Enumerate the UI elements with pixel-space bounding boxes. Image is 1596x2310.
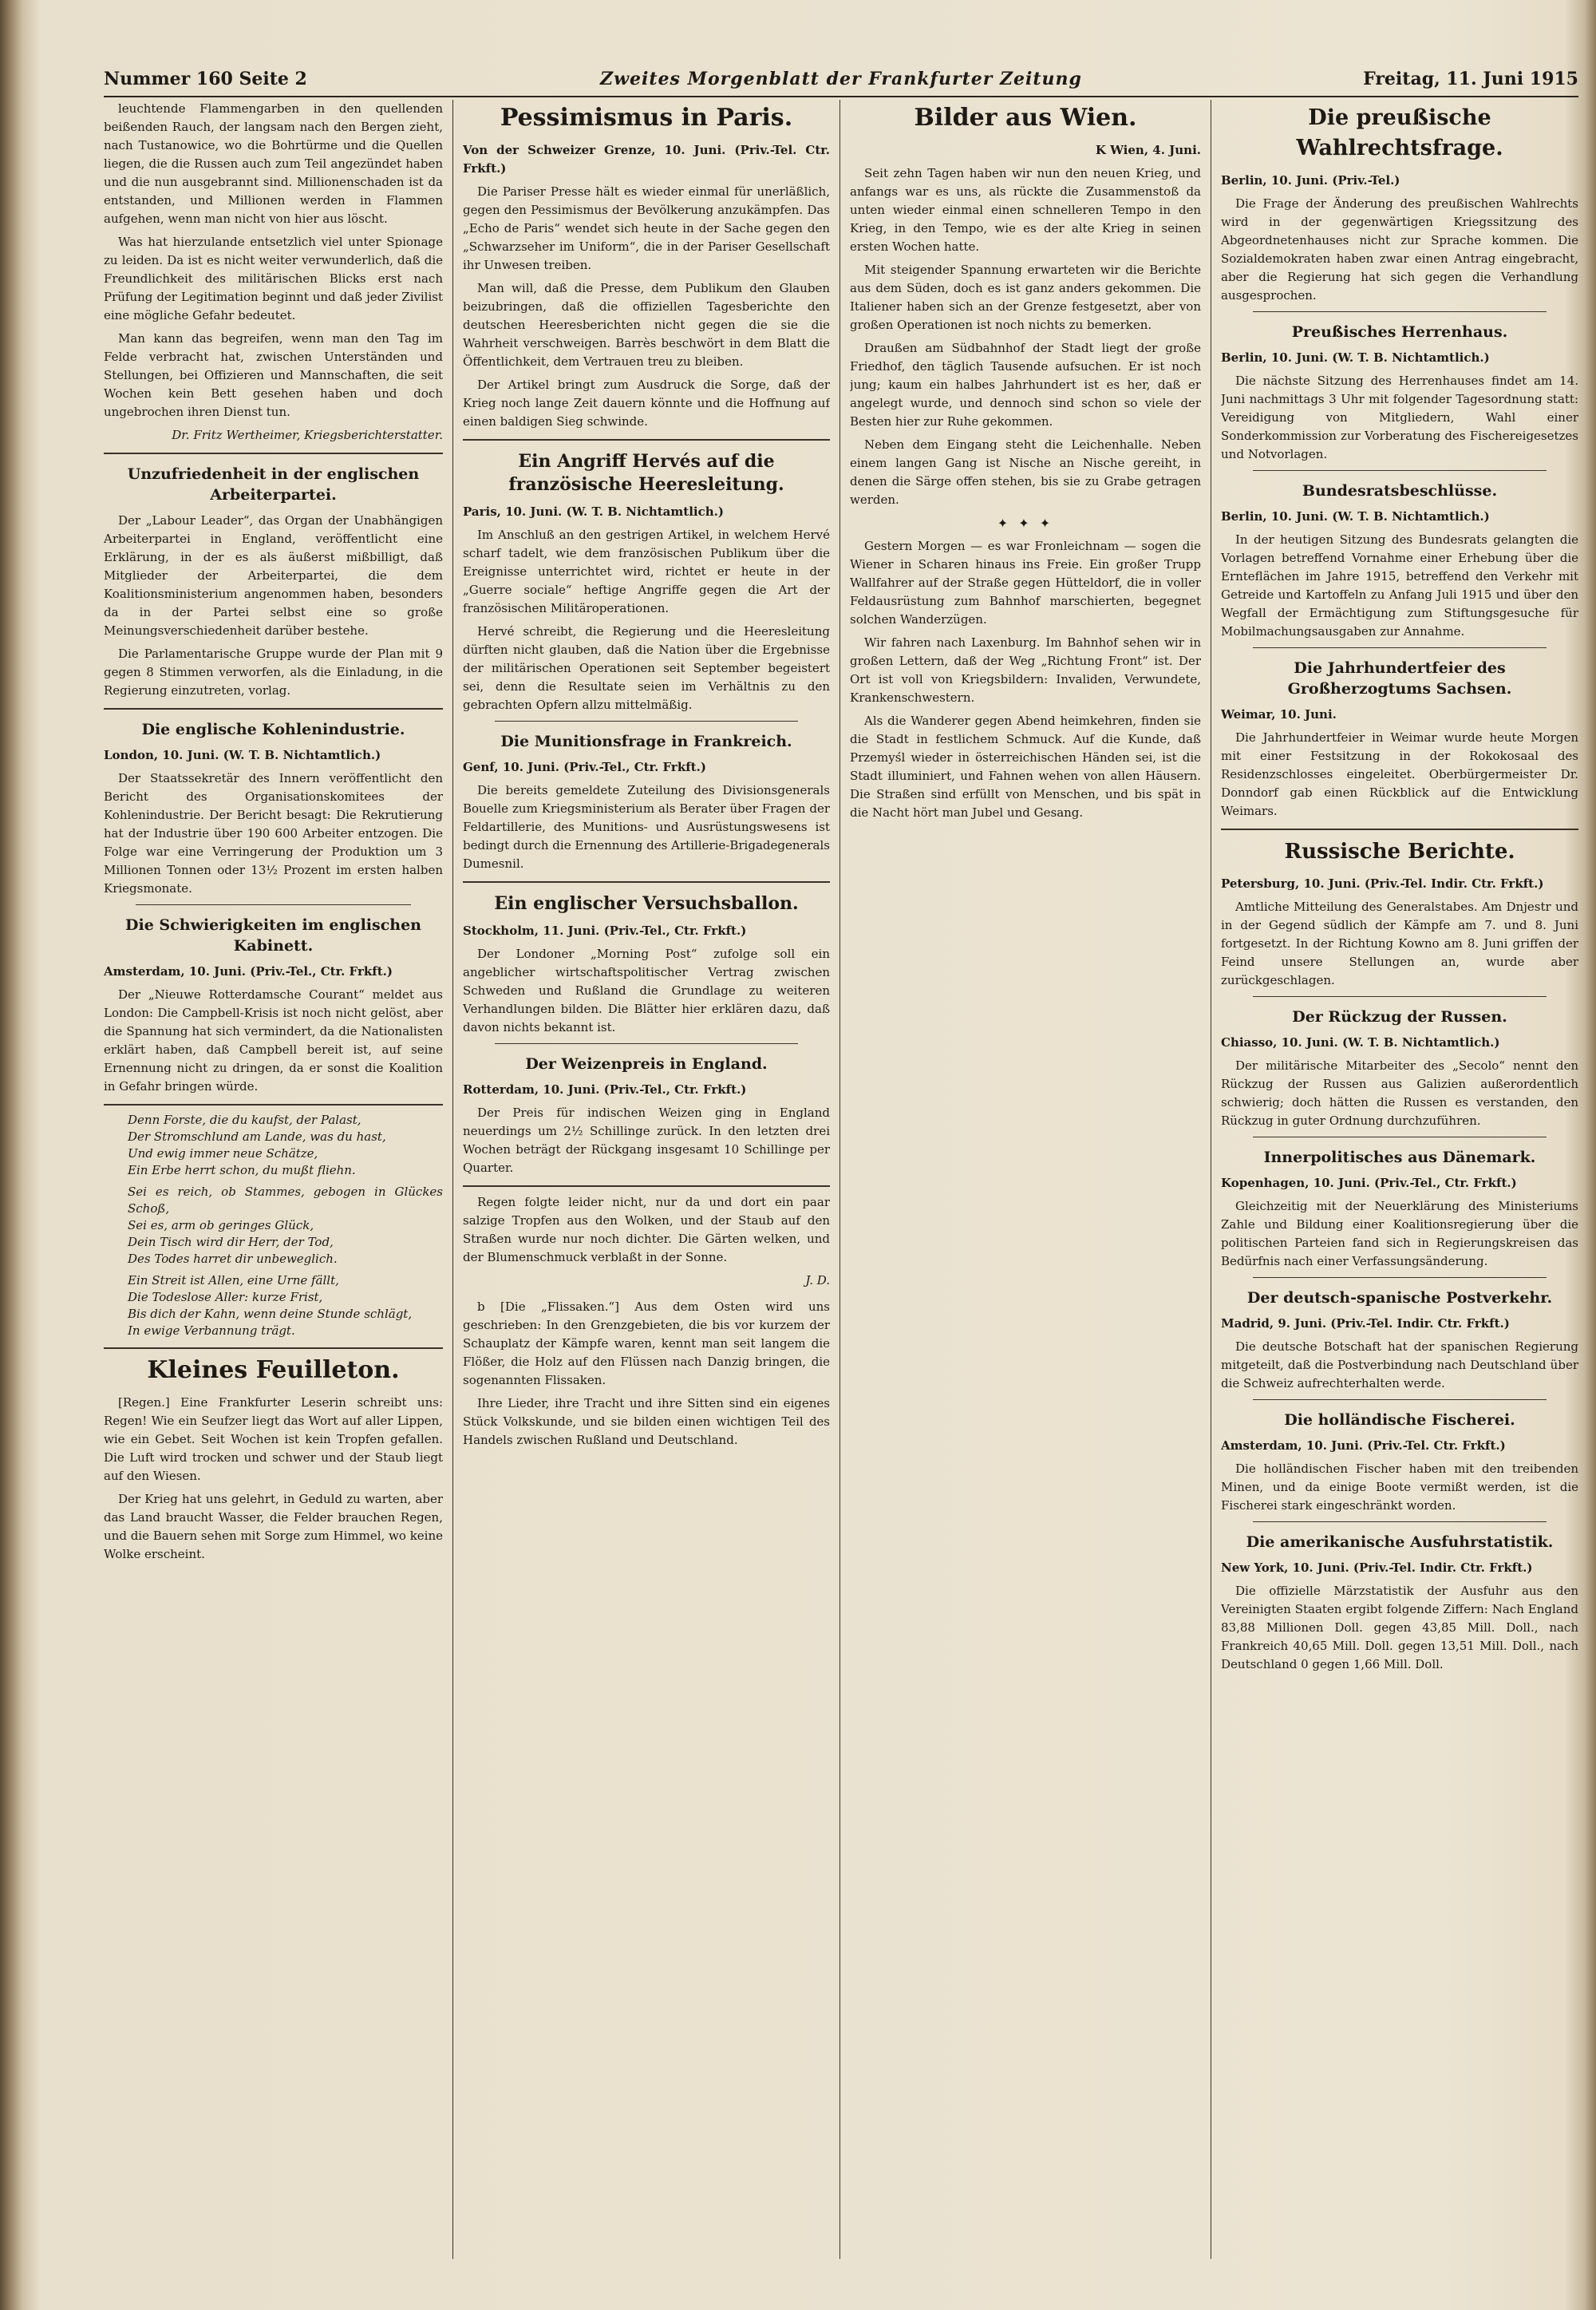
headline-cabinet: Die Schwierigkeiten im englischen Kabinett. — [125, 916, 421, 955]
article-paragraph: Der Staatssekretär des Innern veröffentlicht den Bericht des Organisationskomitees der Kohlenindustrie. Der Bericht besagt: Die Rekrutierung hat der Industrie über 190 600 Arbeiter entzogen. Die Folge war eine Verringerung der Produktion um 3 Millionen Tonnen oder 13½ Prozent im ersten halben Kriegsmonate. — [104, 771, 443, 896]
poem-stanza: Denn Forste, die du kaufst, der Palast, Der Stromschlund am Lande, was du hast, Und ewig immer neue Schätze, Ein Erbe herrt schon, du mußt fliehn. — [128, 1113, 386, 1177]
author-signature: Dr. Fritz Wertheimer, Kriegsberichterstatter. — [172, 428, 443, 442]
headline-retreat: Der Rückzug der Russen. — [1292, 1008, 1507, 1026]
dateline: Petersburg, 10. Juni. (Priv.-Tel. Indir. Ctr. Frkft.) — [1221, 876, 1544, 891]
divider — [104, 1347, 443, 1349]
article-paragraph: Hervé schreibt, die Regierung und die Heeresleitung dürften nicht glauben, daß die Nation über die Ergebnisse der militärischen Operationen seit September begeistert sei, denn die Resultate seien im Verhältnis zu den gebrachten Opfern allzu mittelmäßig. — [463, 624, 830, 712]
divider — [1253, 1521, 1547, 1522]
article-paragraph: Die offizielle Märzstatistik der Ausfuhr aus den Vereinigten Staaten ergibt folgende Ziffern: Nach England 83,88 Millionen Doll. gegen 43,85 Mill. Doll., nach Frankreich 40,65 Mill. Doll. gegen 13,51 Mill. Doll., nach Deutschland 0 gegen 1,66 Mill. Doll. — [1221, 1584, 1578, 1671]
headline-saxony: Die Jahrhundertfeier des Großherzogtums Sachsen. — [1287, 659, 1512, 698]
dateline: Genf, 10. Juni. (Priv.-Tel., Ctr. Frkft.) — [463, 760, 706, 774]
dateline: London, 10. Juni. (W. T. B. Nichtamtlich.) — [104, 748, 381, 762]
headline-vienna: Bilder aus Wien. — [914, 104, 1137, 132]
divider — [104, 708, 443, 710]
divider — [463, 881, 830, 883]
dateline: Kopenhagen, 10. Juni. (Priv.-Tel., Ctr. Frkft.) — [1221, 1176, 1517, 1190]
headline-herve: Ein Angriff Hervés auf die französische Heeresleitung. — [508, 451, 784, 495]
headline-export: Die amerikanische Ausfuhrstatistik. — [1246, 1533, 1554, 1551]
headline-balloon: Ein englischer Versuchsballon. — [494, 893, 799, 914]
divider — [1253, 647, 1547, 648]
dateline: Paris, 10. Juni. (W. T. B. Nichtamtlich.) — [463, 504, 724, 519]
divider — [463, 1185, 830, 1187]
column-3 — [850, 100, 1201, 2259]
dateline: Berlin, 10. Juni. (Priv.-Tel.) — [1221, 173, 1400, 188]
headline-munitions: Die Munitionsfrage in Frankreich. — [500, 733, 792, 750]
feuilleton-paragraph: Regen folgte leider nicht, nur da und dort ein paar salzige Tropfen aus den Wolken, und der Staub auf den Straßen wurde nur noch dichter. Die Gärten welken, und der Blumenschmuck verblaßt in der Sonne. — [463, 1195, 830, 1264]
article-paragraph: Der Krieg hat uns gelehrt, in Geduld zu warten, aber das Land braucht Wasser, die Felder brauchen Regen, und die Bauern sehen mit Sorge zum Himmel, wo keine Wolke erscheint. — [104, 1492, 443, 1561]
divider — [495, 1043, 798, 1044]
article-paragraph: Als die Wanderer gegen Abend heimkehren, finden sie die Stadt in festlichem Schmuck. Auf die Kunde, daß Przemyśl wieder in österreichischen Händen sei, ist die Stadt illuminiert, und Fahnen wehen von allen Häusern. Die Straßen sind erfüllt von Menschen, und bis spät in die Nacht hört man Jubel und Gesang. — [850, 714, 1201, 820]
article-paragraph: In der heutigen Sitzung des Bundesrats gelangten die Vorlagen betreffend Vornahme einer Erhebung über die Ernteflächen im Jahre 1915, betreffend den Verkehr mit Getreide und Kartoffeln zu Anfang Juli 1915 und über den Wegfall der Ermächtigung zum Stiftungsgesuche für Mobilmachungsausgaben zur Annahme. — [1221, 532, 1578, 639]
divider — [1221, 829, 1578, 830]
article-paragraph: Gestern Morgen — es war Fronleichnam — sogen die Wiener in Scharen hinaus ins Freie. Ein großer Trupp Wallfahrer auf der Straße gegen Hütteldorf, die in voller Feldausrüstung zum Bahnhof marschierten, begegnet solchen Wanderzügen. — [850, 539, 1201, 627]
divider — [1253, 1277, 1547, 1278]
feuilleton-paragraph: Ihre Lieder, ihre Tracht und ihre Sitten sind ein eigenes Stück Volkskunde, und sie bilden einen wichtigen Teil des Handels zwischen Rußland und Deutschland. — [463, 1396, 830, 1447]
article-paragraph: Die nächste Sitzung des Herrenhauses findet am 14. Juni nachmittags 3 Uhr mit folgender Tagesordnung statt: Vereidigung von Mitgliedern, Wahl einer Sonderkommission zur Vorberatung des Fischereigesetzes und Notvorlagen. — [1221, 374, 1578, 461]
divider — [104, 453, 443, 454]
article-paragraph: Die deutsche Botschaft hat der spanischen Regierung mitgeteilt, daß die Postverbindung nach Deutschland über die Schweiz aufrechterhalten werde. — [1221, 1339, 1578, 1390]
headline-suffrage: Die preußische Wahlrechtsfrage. — [1296, 105, 1503, 160]
article-paragraph: Die Parlamentarische Gruppe wurde der Plan mit 9 gegen 8 Stimmen verworfen, als die Einladung, in die Regierung einzutreten, vorlag. — [104, 647, 443, 698]
divider — [1253, 1399, 1547, 1400]
article-paragraph: Man will, daß die Presse, dem Publikum den Glauben beizubringen, daß die offiziellen Tagesberichte den deutschen Heeresberichten nicht gegen die sie die Wahrheit verschweigen. Barrès beschwört in dem Blatt die Öffentlichkeit, dem Vertrauen treu zu bleiben. — [463, 281, 830, 369]
headline-fishery: Die holländische Fischerei. — [1284, 1411, 1515, 1429]
column-rule — [452, 100, 453, 2259]
column-rule — [839, 100, 840, 2259]
headline-coal: Die englische Kohlenindustrie. — [141, 721, 405, 738]
column-1 — [104, 100, 443, 2259]
headline-herrenhaus: Preußisches Herrenhaus. — [1291, 323, 1508, 341]
newspaper-name: Zweites Morgenblatt der Frankfurter Zeitung — [600, 69, 1082, 89]
article-paragraph: Amtliche Mitteilung des Generalstabes. Am Dnjestr und in der Gegend südlich der Kämpfe am 7. und 8. Juni fortgesetzt. In der Richtung Kowno am 8. Juni griffen der Feind unsere Stellungen an, wurde aber zurückgeschlagen. — [1221, 900, 1578, 987]
divider — [104, 1104, 443, 1106]
headline-pessimism: Pessimismus in Paris. — [500, 104, 793, 132]
headline-feuilleton: Kleines Feuilleton. — [147, 1356, 400, 1384]
article-paragraph: Der Londoner „Morning Post“ zufolge soll ein angeblicher wirtschaftspolitischer Vertrag zwischen Schweden und Rußland die Grundlage zu weiteren Verhandlungen bilden. Die Blätter hier erklären dazu, daß davon nichts bekannt ist. — [463, 947, 830, 1034]
dateline: Amsterdam, 10. Juni. (Priv.-Tel. Ctr. Frkft.) — [1221, 1438, 1506, 1453]
headline-labour: Unzufriedenheit in der englischen Arbeiterpartei. — [127, 465, 420, 504]
dateline: Stockholm, 11. Juni. (Priv.-Tel., Ctr. Frkft.) — [463, 924, 747, 938]
dateline: Madrid, 9. Juni. (Priv.-Tel. Indir. Ctr. Frkft.) — [1221, 1316, 1510, 1331]
article-paragraph: Die Frage der Änderung des preußischen Wahlrechts wird in der gegenwärtigen Kriegssitzung des Abgeordnetenhauses nicht zur Sprache kommen. Die Sozialdemokraten haben zwar einen Antrag eingebracht, aber die Regierung hat sich gegen die Verhandlung ausgesprochen. — [1221, 196, 1578, 303]
divider — [463, 439, 830, 441]
author-signature: J. D. — [805, 1273, 830, 1288]
headline-russian-reports: Russische Berichte. — [1284, 840, 1515, 864]
article-paragraph: Der Artikel bringt zum Ausdruck die Sorge, daß der Krieg noch lange Zeit dauern könnte und die Hoffnung auf einen baldigen Sieg schwinde. — [463, 378, 830, 429]
article-paragraph: Die Pariser Presse hält es wieder einmal für unerläßlich, gegen den Pessimismus der Bevölkerung anzukämpfen. Das „Echo de Paris“ wendet sich heute in der Sache gegen den „Schwarzseher im Uniform“, die in der Pariser Gesellschaft ihr Unwesen treiben. — [463, 184, 830, 272]
column-4 — [1221, 100, 1578, 2259]
article-paragraph: [Regen.] Eine Frankfurter Leserin schreibt uns: Regen! Wie ein Seufzer liegt das Wort auf aller Lippen, wie ein Gebet. Seit Wochen ist kein Tropfen gefallen. Die Luft wird trocken und schwer und der Staub liegt auf den Wiesen. — [104, 1395, 443, 1483]
divider — [1253, 996, 1547, 997]
article-paragraph: Mit steigender Spannung erwarteten wir die Berichte aus dem Süden, doch es ist ganz anders gekommen. Die Italiener haben sich an der Grenze festgesetzt, aber von großen Operationen ist noch nichts zu bemerken. — [850, 263, 1201, 332]
divider — [1253, 470, 1547, 471]
divider — [136, 904, 411, 905]
poem-stanza: Ein Streit ist Allen, eine Urne fällt, Die Todeslose Aller: kurze Frist, Bis dich der Kahn, wenn deine Stunde schlägt, In ewige Verbannung trägt. — [128, 1273, 413, 1338]
dateline: Von der Schweizer Grenze, 10. Juni. (Priv.-Tel. Ctr. Frkft.) — [463, 143, 830, 176]
article-paragraph: Gleichzeitig mit der Neuerklärung des Ministeriums Zahle und Bildung einer Koalitionsregierung über die politischen Parteien fand sich in Regierungskreisen das Bedürfnis nach einer Verfassungsänderung. — [1221, 1199, 1578, 1268]
article-paragraph: Im Anschluß an den gestrigen Artikel, in welchem Hervé scharf tadelt, wie dem französischen Publikum über die Ereignisse unterrichtet wird, richtet er heute in der „Guerre sociale“ heftige Angriffe gegen die Art der französischen Militäroperationen. — [463, 528, 830, 615]
dateline: Weimar, 10. Juni. — [1221, 707, 1337, 722]
dateline: K Wien, 4. Juni. — [1095, 143, 1201, 157]
article-continuation-text: leuchtende Flammengarben in den quellenden beißenden Rauch, der langsam nach den Bergen zieht, nach Tustanowice, wo die Bohrtürme und die Quellen liegen, die die Russen auch zum Teil angezündet haben und die nun ausgebrannt sind. Millionenschaden ist da entstanden, und Millionen werden in Flammen aufgehen, wenn man nicht von hier aus löscht. — [104, 101, 443, 226]
article-paragraph: Man kann das begreifen, wenn man den Tag im Felde verbracht hat, zwischen Unterständen und Stellungen, bei Offizieren und Mannschaften, die seit Wochen kein Bett gesehen haben und doch ungebrochen ihren Dienst tun. — [104, 331, 443, 419]
dateline: Rotterdam, 10. Juni. (Priv.-Tel., Ctr. Frkft.) — [463, 1082, 747, 1097]
divider — [495, 721, 798, 722]
article-paragraph: Der „Nieuwe Rotterdamsche Courant“ meldet aus London: Die Campbell-Krisis ist noch nicht gelöst, aber die Spannung hat sich vermindert, da die Nationalisten erklärt haben, daß Campbell bereit ist, auf seine Ernennung nicht zu dringen, da er sonst die Koalition in Gefahr bringen würde. — [104, 987, 443, 1094]
dateline: Berlin, 10. Juni. (W. T. B. Nichtamtlich.) — [1221, 509, 1490, 524]
article-paragraph: Neben dem Eingang steht die Leichenhalle. Neben einem langen Gang ist Nische an Nische gereiht, in denen die Särge offen stehen, bis sie zu Grabe getragen werden. — [850, 437, 1201, 507]
article-paragraph: Wir fahren nach Laxenburg. Im Bahnhof sehen wir in großen Lettern, daß der Weg „Richtung Front“ ist. Der Ort ist voll von Kriegsbildern: Invaliden, Verwundete, Krankenschwestern. — [850, 635, 1201, 705]
headline-bundesrat: Bundesratsbeschlüsse. — [1302, 482, 1498, 500]
dateline: Amsterdam, 10. Juni. (Priv.-Tel., Ctr. Frkft.) — [104, 964, 393, 979]
headline-postal: Der deutsch-spanische Postverkehr. — [1246, 1289, 1553, 1307]
headline-wheat: Der Weizenpreis in England. — [525, 1055, 768, 1073]
article-paragraph: Was hat hierzulande entsetzlich viel unter Spionage zu leiden. Da ist es nicht weiter verwunderlich, daß die Freundlichkeit des militärischen Blicks erst nach Prüfung der Legitimation beginnt und daß jeder Zivilist eine mögliche Gefahr bedeutet. — [104, 235, 443, 322]
feuilleton-paragraph: b [Die „Flissaken.“] Aus dem Osten wird uns geschrieben: In den Grenzgebieten, die bis vor kurzem der Schauplatz der Kämpfe waren, kennt man seit langem die Flößer, die Holz auf den Flüssen nach Danzig bringen, die sogenannten Flissaken. — [463, 1299, 830, 1387]
headline-denmark: Innerpolitisches aus Dänemark. — [1263, 1149, 1536, 1166]
article-paragraph: Draußen am Südbahnhof der Stadt liegt der große Friedhof, den täglich Tausende aufsuchen. Er ist noch jung; kaum ein halbes Jahrhundert ist es her, daß er angelegt wurde, und dennoch sind schon so viele der Besten hier zur Ruhe gekommen. — [850, 341, 1201, 429]
article-paragraph: Die Jahrhundertfeier in Weimar wurde heute Morgen mit einer Festsitzung in der Rokokosaal des Residenzschlosses eingeleitet. Oberbürgermeister Dr. Donndorf gab einen Rückblick auf die Entwicklung Weimars. — [1221, 730, 1578, 818]
dateline: New York, 10. Juni. (Priv.-Tel. Indir. Ctr. Frkft.) — [1221, 1560, 1533, 1575]
divider — [1253, 311, 1547, 312]
article-paragraph: Seit zehn Tagen haben wir nun den neuen Krieg, und anfangs war es uns, als rückte die Zusammenstoß da unten wieder einmal einen schnelleren Tempo in den Krieg, in den Tempo, wie es der alte Krieg in seinen ersten Wochen hatte. — [850, 166, 1201, 254]
issue-date: Freitag, 11. Juni 1915 — [1363, 69, 1578, 89]
masthead — [104, 64, 1578, 97]
dateline: Chiasso, 10. Juni. (W. T. B. Nichtamtlich.) — [1221, 1035, 1500, 1050]
poem-stanza: Sei es reich, ob Stammes, gebogen in Glückes Schoß, Sei es, arm ob geringes Glück, Dein Tisch wird dir Herr, der Tod, Des Todes harret dir unbeweglich. — [128, 1185, 443, 1266]
article-paragraph: Der „Labour Leader“, das Organ der Unabhängigen Arbeiterpartei in England, veröffentlicht eine Erklärung, in der es als äußerst mißbilligt, daß Mitglieder der Arbeiterpartei, die dem Koalitionsministerium angenommen haben, besonders da in der Partei selbst eine so große Meinungsverschiedenheit darüber bestehe. — [104, 513, 443, 638]
column-2 — [463, 100, 830, 2259]
article-paragraph: Der militärische Mitarbeiter des „Secolo“ nennt den Rückzug der Russen aus Galizien außerordentlich schwierig; doch hätten die Russen es verstanden, den Rückzug in guter Ordnung durchzuführen. — [1221, 1058, 1578, 1128]
article-paragraph: Die holländischen Fischer haben mit den treibenden Minen, und da einige Boote vermißt werden, ist die Fischerei stark eingeschränkt worden. — [1221, 1462, 1578, 1513]
article-paragraph: Der Preis für indischen Weizen ging in England neuerdings um 2½ Schillinge zurück. In den letzten drei Wochen beträgt der Rückgang insgesamt 10 Schillinge per Quarter. — [463, 1106, 830, 1175]
dateline: Berlin, 10. Juni. (W. T. B. Nichtamtlich.) — [1221, 350, 1490, 365]
article-paragraph: Die bereits gemeldete Zuteilung des Divisionsgenerals Bouelle zum Kriegsministerium als Berater über Fragen der Feldartillerie, des Munitions- und Ausrüstungswesens ist bedingt durch die Ernennung des Artillerie-Brigadegenerals Dumesnil. — [463, 783, 830, 871]
issue-number: Nummer 160 Seite 2 — [104, 69, 307, 89]
ornament-divider: ✦ ✦ ✦ — [997, 516, 1054, 531]
